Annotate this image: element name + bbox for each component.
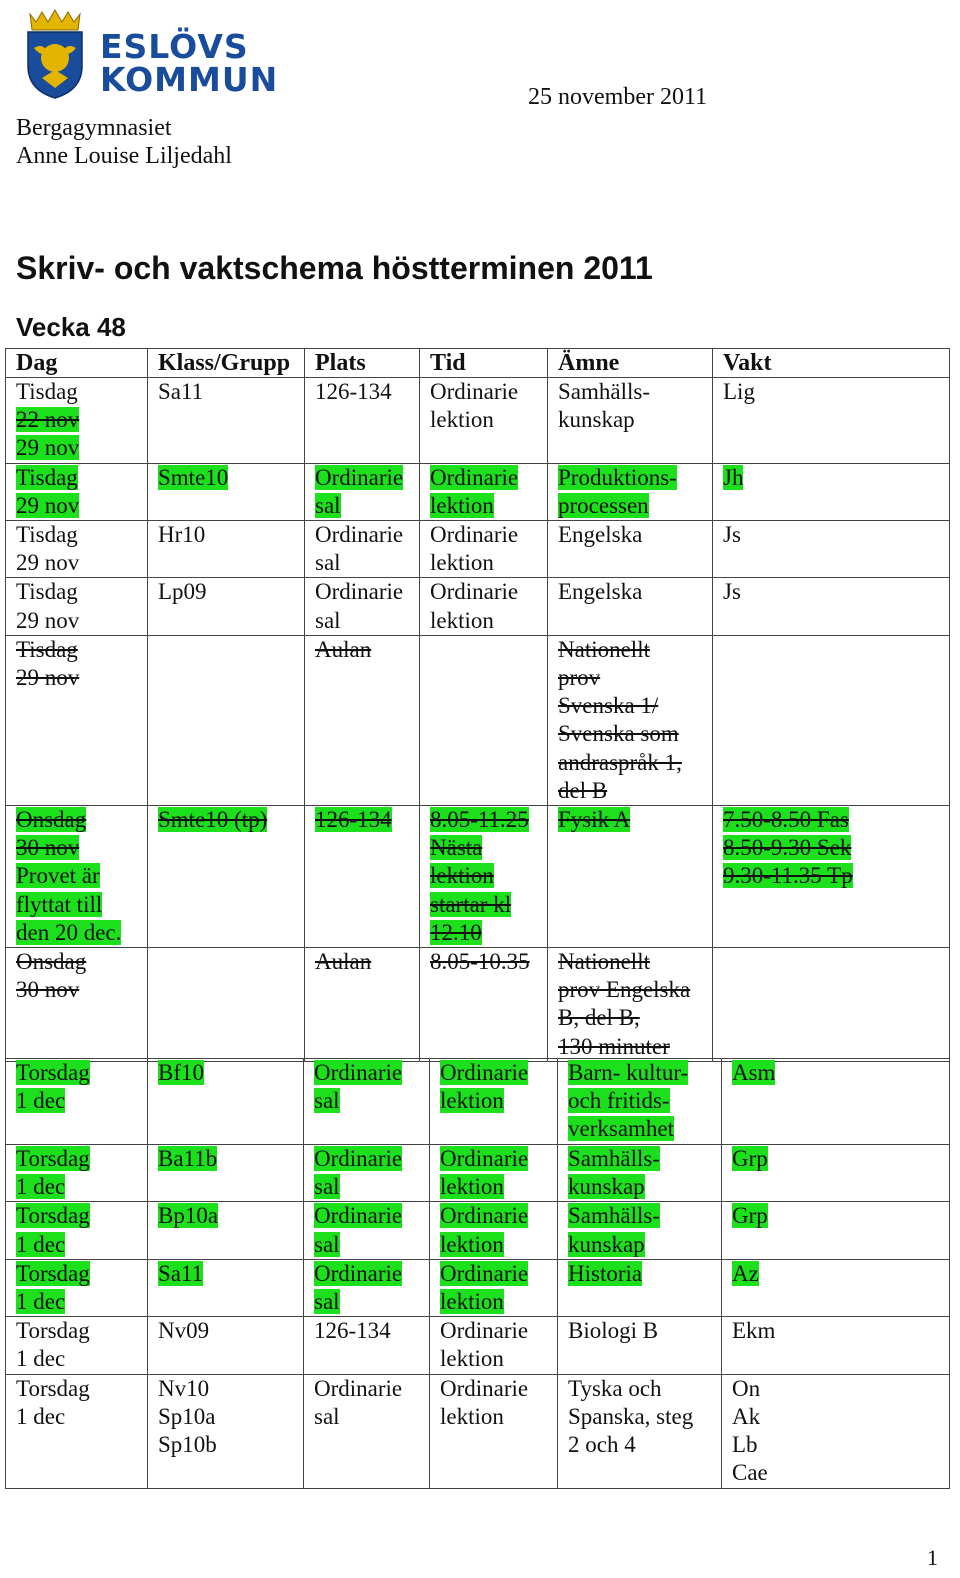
table-row: [6, 521, 950, 578]
table-row: [6, 578, 950, 635]
cell-text: [440, 1087, 549, 1115]
table-cell: [713, 463, 950, 520]
cell-text: [430, 891, 539, 919]
cell-text: Svenska 1/: [558, 693, 659, 719]
cell-text: Sp10b: [158, 1432, 217, 1458]
cell-text: 8.05-11.25: [430, 807, 529, 833]
cell-text: [16, 1260, 139, 1288]
cell-text: kunskap: [568, 1174, 645, 1200]
table-cell: [304, 1374, 430, 1488]
cell-text: sal: [314, 1289, 340, 1315]
cell-text: [568, 1145, 713, 1173]
cell-text: den 20 dec.: [16, 919, 122, 945]
cell-text: Tisdag: [16, 579, 78, 605]
table-cell: [6, 948, 148, 1062]
cell-text: Ak: [732, 1403, 761, 1429]
cell-text: [440, 1288, 549, 1316]
cell-text: sal: [314, 1088, 340, 1114]
cell-text: Torsdag: [16, 1375, 90, 1401]
cell-text: flyttat till: [16, 891, 103, 917]
cell-text: B, del B,: [558, 1005, 640, 1031]
table-cell: 126-134: [304, 1317, 430, 1374]
cell-text: Ordinarie: [440, 1146, 529, 1171]
cell-text: Ordinarie: [430, 522, 519, 548]
cell-text: [315, 464, 411, 492]
cell-text: lektion: [440, 1346, 504, 1372]
table-cell: [6, 635, 148, 805]
cell-text: lektion: [440, 1088, 504, 1114]
table-cell: [722, 1202, 950, 1259]
cell-text: Grp: [732, 1203, 768, 1229]
cell-text: Ordinarie: [440, 1260, 529, 1286]
table-cell: [548, 948, 713, 1062]
cell-text: och fritids-: [568, 1088, 670, 1114]
table-cell: [713, 948, 950, 1062]
cell-text: [16, 492, 139, 520]
table-cell: 126-134: [305, 378, 420, 464]
table-cell: [558, 1374, 722, 1488]
cell-text: processen: [558, 492, 649, 518]
table-cell: [6, 463, 148, 520]
cell-text: [314, 1173, 421, 1201]
coat-of-arms-icon: [22, 8, 88, 100]
cell-text: Torsdag: [16, 1203, 90, 1229]
table-cell: [548, 378, 713, 464]
table-cell: Ekm: [722, 1317, 950, 1374]
cell-text: [430, 862, 539, 890]
cell-text: [723, 862, 941, 890]
cell-text: [314, 1260, 421, 1288]
cell-text: Nv10: [158, 1375, 210, 1401]
table-cell: [420, 635, 548, 805]
table-cell: [713, 635, 950, 805]
cell-text: sal: [315, 550, 341, 576]
table-cell: [558, 1259, 722, 1316]
cell-text: 1 dec: [16, 1403, 66, 1429]
table-cell: [304, 1259, 430, 1316]
cell-text: Ordinarie: [440, 1318, 529, 1344]
cell-text: Produktions-: [558, 464, 677, 490]
cell-text: Svenska som: [558, 721, 679, 747]
document-date: 25 november 2011: [528, 84, 708, 110]
cell-text: 126-134: [315, 807, 392, 833]
cell-text: Sa11: [158, 1260, 204, 1286]
table-row: [6, 378, 950, 464]
cell-text: [568, 1202, 713, 1230]
table-cell: [548, 806, 713, 948]
table-cell: [548, 635, 713, 805]
cell-text: [440, 1059, 549, 1087]
table-row: [6, 948, 950, 1062]
cell-text: Ordinarie: [440, 1060, 529, 1085]
table-cell: [6, 1259, 148, 1316]
cell-text: Nationellt: [558, 636, 650, 662]
cell-text: [16, 806, 139, 834]
cell-text: [16, 1202, 139, 1230]
cell-text: Tisdag: [16, 636, 78, 662]
cell-text: 30 nov: [16, 977, 80, 1003]
table-cell: [6, 1145, 148, 1202]
table-cell: [148, 1202, 304, 1259]
table-cell: [148, 463, 305, 520]
table-row: [6, 1145, 950, 1202]
table-cell: [148, 806, 305, 948]
cell-text: [568, 1173, 713, 1201]
cell-text: [430, 492, 539, 520]
table-cell: [305, 521, 420, 578]
cell-text: lektion: [440, 1231, 504, 1257]
cell-text: 1 dec: [16, 1346, 66, 1372]
cell-text: [16, 434, 139, 462]
cell-text: del B: [558, 777, 608, 803]
cell-text: Spanska, steg: [568, 1403, 694, 1429]
cell-text: Torsdag: [16, 1318, 90, 1344]
table-cell: 8.05-10.35: [420, 948, 548, 1062]
cell-text: Ordinarie: [315, 522, 404, 548]
cell-text: startar kl: [430, 891, 512, 917]
cell-text: prov Engelska: [558, 977, 691, 1003]
cell-text: Samhälls-: [558, 379, 650, 404]
table-cell: [722, 1145, 950, 1202]
schedule-table-continued: [5, 1058, 950, 1489]
cell-text: lektion: [430, 407, 494, 433]
column-header-amne: Ämne: [548, 349, 713, 378]
cell-text: [16, 464, 139, 492]
cell-text: 9.30-11.35 Tp: [723, 863, 853, 889]
cell-text: [314, 1145, 421, 1173]
table-row: [6, 635, 950, 805]
cell-text: Samhälls-: [568, 1146, 660, 1171]
table-row: [6, 1202, 950, 1259]
cell-text: Ba11b: [158, 1146, 218, 1171]
cell-text: lektion: [430, 607, 494, 633]
cell-text: Ordinarie: [440, 1375, 529, 1401]
cell-text: Grp: [732, 1146, 768, 1171]
cell-text: [315, 492, 411, 520]
table-cell: Sa11: [148, 378, 305, 464]
cell-text: 29 nov: [16, 550, 80, 576]
cell-text: [440, 1173, 549, 1201]
cell-text: Bf10: [158, 1060, 204, 1085]
table-cell: [420, 521, 548, 578]
cell-text: [16, 834, 139, 862]
table-cell: [430, 1059, 558, 1145]
page-number: 1: [927, 1545, 938, 1570]
table-cell: [305, 578, 420, 635]
cell-text: [568, 1087, 713, 1115]
cell-text: [314, 1087, 421, 1115]
table-cell: [430, 1259, 558, 1316]
cell-text: Torsdag: [16, 1060, 90, 1085]
cell-text: [16, 1145, 139, 1173]
cell-text: 29 nov: [16, 665, 80, 691]
table-cell: [148, 1259, 304, 1316]
table-cell: [430, 1202, 558, 1259]
table-cell: [558, 1059, 722, 1145]
table-cell: Nv09: [148, 1317, 304, 1374]
cell-text: Ordinarie: [314, 1203, 403, 1229]
cell-text: [16, 1288, 139, 1316]
table-row: [6, 1059, 950, 1145]
table-cell: [6, 378, 148, 464]
cell-text: 7.50-8.50 Fas: [723, 807, 849, 833]
cell-text: Ordinarie: [315, 579, 404, 605]
table-cell: Engelska: [548, 521, 713, 578]
cell-text: Tisdag: [16, 464, 78, 490]
cell-text: [440, 1231, 549, 1259]
table-cell: [304, 1059, 430, 1145]
table-cell: [420, 463, 548, 520]
cell-text: [16, 1173, 139, 1201]
cell-text: lektion: [440, 1174, 504, 1200]
cell-text: 12.10: [430, 919, 482, 945]
cell-text: Tisdag: [16, 379, 78, 404]
table-cell: [6, 1317, 148, 1374]
cell-text: Ordinarie: [314, 1375, 403, 1401]
cell-text: [16, 1059, 139, 1087]
cell-text: [440, 1145, 549, 1173]
table-cell: [6, 521, 148, 578]
table-cell: [430, 1374, 558, 1488]
cell-text: [314, 1202, 421, 1230]
table-cell: [558, 1202, 722, 1259]
eslovs-kommun-logo: [22, 8, 279, 100]
cell-text: 30 nov: [16, 835, 80, 861]
column-header-plats: Plats: [305, 349, 420, 378]
cell-text: Historia: [568, 1260, 643, 1286]
cell-text: 1 dec: [16, 1289, 66, 1315]
column-header-vakt: Vakt: [713, 349, 950, 378]
table-cell: [305, 463, 420, 520]
cell-text: kunskap: [558, 407, 635, 433]
table-cell: Js: [713, 521, 950, 578]
cell-text: [430, 806, 539, 834]
table-cell: [148, 1145, 304, 1202]
cell-text: 1 dec: [16, 1174, 66, 1200]
schedule-table: [5, 348, 950, 1062]
table-cell: Engelska: [548, 578, 713, 635]
cell-text: Smte10: [158, 464, 229, 490]
table-row: [6, 1317, 950, 1374]
table-cell: [148, 948, 305, 1062]
cell-text: [314, 1231, 421, 1259]
page-title: Skriv- och vaktschema höstterminen 2011: [16, 250, 653, 286]
school-name: Bergagymnasiet: [16, 115, 172, 141]
table-cell: [420, 806, 548, 948]
cell-text: Az: [732, 1260, 759, 1286]
table-row: [6, 1374, 950, 1488]
cell-text: [430, 464, 539, 492]
table-cell: Hr10: [148, 521, 305, 578]
cell-text: [723, 806, 941, 834]
cell-text: Ordinarie: [430, 579, 519, 605]
cell-text: Onsdag: [16, 807, 87, 833]
table-cell: [420, 578, 548, 635]
cell-text: Asm: [732, 1060, 776, 1085]
table-cell: [6, 578, 148, 635]
week-heading: Vecka 48: [16, 312, 126, 342]
cell-text: kunskap: [568, 1231, 645, 1257]
cell-text: [16, 919, 139, 947]
column-header-tid: Tid: [420, 349, 548, 378]
cell-text: sal: [314, 1403, 340, 1429]
cell-text: lektion: [430, 863, 494, 889]
table-cell: [304, 1145, 430, 1202]
table-cell: [722, 1059, 950, 1145]
table-cell: Aulan: [305, 948, 420, 1062]
table-cell: [722, 1259, 950, 1316]
cell-text: Sp10a: [158, 1403, 216, 1429]
table-cell: [6, 806, 148, 948]
cell-text: [440, 1202, 549, 1230]
table-row: [6, 463, 950, 520]
cell-text: lektion: [440, 1403, 504, 1429]
table-cell: [6, 1202, 148, 1259]
cell-text: sal: [314, 1231, 340, 1257]
logo-line-2: KOMMUN: [100, 60, 279, 99]
cell-text: Ordinarie: [430, 379, 519, 404]
table-cell: Aulan: [305, 635, 420, 805]
table-cell: [305, 806, 420, 948]
cell-text: [16, 1087, 139, 1115]
cell-text: Onsdag: [16, 949, 87, 975]
table-row: [6, 1259, 950, 1316]
cell-text: 1 dec: [16, 1088, 66, 1114]
cell-text: [558, 464, 704, 492]
table-cell: [722, 1374, 950, 1488]
cell-text: Ordinarie: [314, 1060, 403, 1085]
cell-text: 29 nov: [16, 607, 80, 633]
table-cell: [420, 378, 548, 464]
cell-text: Nästa: [430, 835, 483, 861]
cell-text: Torsdag: [16, 1146, 90, 1171]
cell-text: 22 nov: [16, 407, 80, 433]
table-cell: [430, 1145, 558, 1202]
cell-text: Jh: [723, 464, 744, 490]
cell-text: [16, 1231, 139, 1259]
cell-text: 1 dec: [16, 1231, 66, 1257]
cell-text: lektion: [430, 550, 494, 576]
cell-text: [430, 834, 539, 862]
cell-text: 2 och 4: [568, 1432, 636, 1458]
table-cell: [430, 1317, 558, 1374]
table-cell: [148, 1374, 304, 1488]
cell-text: [568, 1231, 713, 1259]
cell-text: verksamhet: [568, 1116, 675, 1142]
cell-text: [314, 1288, 421, 1316]
cell-text: [16, 891, 139, 919]
cell-text: 8.50-9.30 Sek: [723, 835, 852, 861]
cell-text: Ordinarie: [430, 464, 519, 490]
column-header-dag: Dag: [6, 349, 148, 378]
cell-text: 29 nov: [16, 492, 80, 518]
cell-text: Ordinarie: [440, 1203, 529, 1229]
logo-line-1: ESLÖVS: [100, 27, 249, 66]
cell-text: prov: [558, 665, 601, 691]
table-cell: [548, 463, 713, 520]
cell-text: Barn- kultur-: [568, 1060, 689, 1085]
cell-text: [440, 1260, 549, 1288]
cell-text: sal: [315, 607, 341, 633]
cell-text: Provet är: [16, 863, 100, 889]
cell-text: Ordinarie: [314, 1260, 403, 1286]
cell-text: [430, 919, 539, 947]
cell-text: Ordinarie: [315, 464, 404, 490]
cell-text: [568, 1059, 713, 1087]
table-cell: Biologi B: [558, 1317, 722, 1374]
cell-text: Cae: [732, 1460, 768, 1486]
cell-text: Ordinarie: [314, 1146, 403, 1171]
table-cell: [148, 635, 305, 805]
cell-text: lektion: [440, 1289, 504, 1315]
table-cell: Js: [713, 578, 950, 635]
cell-text: [558, 492, 704, 520]
author-name: Anne Louise Liljedahl: [16, 143, 232, 169]
cell-text: [16, 862, 139, 890]
table-cell: [713, 806, 950, 948]
cell-text: [723, 834, 941, 862]
table-cell: [558, 1145, 722, 1202]
column-header-klass: Klass/Grupp: [148, 349, 305, 378]
cell-text: Tisdag: [16, 522, 78, 548]
table-header-row: [6, 349, 950, 378]
cell-text: Samhälls-: [568, 1203, 660, 1229]
cell-text: Smte10 (tp): [158, 807, 268, 833]
table-cell: [148, 1059, 304, 1145]
table-cell: Lp09: [148, 578, 305, 635]
cell-text: 130 minuter: [558, 1033, 670, 1059]
cell-text: Fysik A: [558, 807, 631, 833]
cell-text: lektion: [430, 492, 494, 518]
cell-text: andraspråk 1,: [558, 749, 682, 775]
cell-text: On: [732, 1375, 761, 1401]
cell-text: sal: [315, 492, 341, 518]
table-row: [6, 806, 950, 948]
table-cell: [304, 1202, 430, 1259]
cell-text: sal: [314, 1174, 340, 1200]
cell-text: [314, 1059, 421, 1087]
cell-text: Bp10a: [158, 1203, 219, 1229]
cell-text: Torsdag: [16, 1260, 90, 1286]
cell-text: [568, 1115, 713, 1143]
table-cell: Lig: [713, 378, 950, 464]
table-cell: [6, 1374, 148, 1488]
cell-text: Lb: [732, 1432, 758, 1458]
cell-text: Nationellt: [558, 949, 650, 975]
cell-text: 29 nov: [16, 435, 80, 461]
table-cell: [6, 1059, 148, 1145]
organization-block: [16, 114, 232, 170]
cell-text: Tyska och: [568, 1375, 662, 1401]
cell-text: [16, 406, 139, 434]
